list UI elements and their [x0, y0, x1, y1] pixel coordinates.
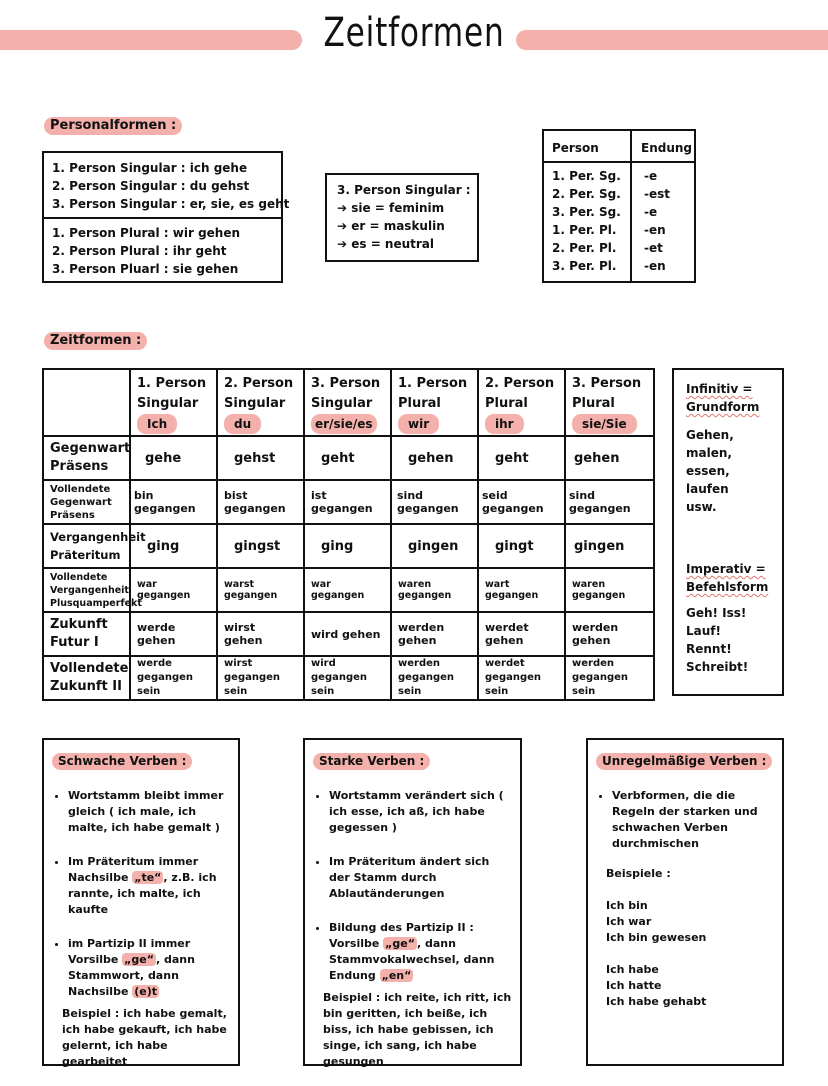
endungen-person: 2. Per. Sg.	[552, 187, 621, 201]
table-cell: geht	[478, 436, 565, 480]
table-cell: waren gegangen	[391, 568, 478, 612]
unregel-example: Ich habe gehabt	[606, 995, 707, 1008]
table-cell: werde gegangen sein	[130, 656, 217, 700]
row-header: Vollendete Zukunft II	[43, 656, 130, 700]
table-cell: werdet gegangen sein	[478, 656, 565, 700]
endungen-ending: -en	[644, 223, 666, 237]
genus-box	[325, 173, 479, 262]
unregel-example: Ich bin gewesen	[606, 931, 707, 944]
table-cell: gehst	[217, 436, 304, 480]
endungen-ending: -e	[644, 169, 658, 183]
pronoun-badge: sie/Sie	[572, 414, 637, 434]
table-cell: geht	[304, 436, 391, 480]
genus-line-2: ➔ er = maskulin	[337, 219, 445, 233]
row-header: Zukunft Futur I	[43, 612, 130, 656]
table-cell: gingen	[565, 524, 654, 568]
infinitiv-example: Gehen, malen,	[686, 428, 734, 460]
infinitiv-box	[672, 368, 784, 696]
endungen-ending: -e	[644, 205, 658, 219]
table-cell: gehen	[391, 436, 478, 480]
personalformen-heading-wrap	[44, 114, 182, 135]
row-header: Vollendete Vergangenheit Plusquamperfekt	[43, 568, 130, 612]
corner-cell	[43, 369, 130, 436]
endungen-header-person: Person	[552, 141, 599, 155]
pronoun-badge: ihr	[485, 414, 524, 434]
starke-verben-box	[303, 738, 522, 1066]
genus-line-1: ➔ sie = feminim	[337, 201, 445, 215]
unregel-example: Ich habe	[606, 963, 659, 976]
table-cell: ging	[130, 524, 217, 568]
row-header: Gegenwart Präsens	[43, 436, 130, 480]
tense-table	[42, 368, 655, 701]
table-cell: sind gegangen	[391, 480, 478, 524]
singular-line-1: 1. Person Singular : ich gehe	[52, 161, 248, 175]
table-row	[43, 480, 654, 524]
infinitiv-term-2: Grundform	[686, 400, 760, 414]
table-cell: war gegangen	[130, 568, 217, 612]
zeitformen-heading: Zeitformen :	[44, 332, 147, 350]
table-cell: war gegangen	[304, 568, 391, 612]
list-item: • Verbformen, die die Regeln der starken und schwachen Verben durchmischen	[612, 788, 774, 852]
schwache-verben-list	[52, 788, 230, 1000]
imperativ-example: Geh! Iss!	[686, 606, 747, 620]
table-cell: werdet gehen	[478, 612, 565, 656]
table-row	[43, 524, 654, 568]
beispiele-label: Beispiele :	[606, 867, 671, 880]
page-title: Zeitformen	[323, 10, 505, 56]
table-cell: waren gegangen	[565, 568, 654, 612]
endungen-ending: -est	[644, 187, 670, 201]
personalformen-divider	[44, 217, 281, 219]
endungen-row-divider	[544, 161, 694, 163]
imperativ-term: Imperativ =	[686, 562, 766, 576]
endungen-col-divider	[630, 131, 632, 281]
starke-verben-example: Beispiel : ich reite, ich ritt, ich bin geritten, ich beiße, ich biss, ich habe gebissen, ich singe, ich sang, ich habe gesungen	[323, 991, 512, 1068]
genus-heading: 3. Person Singular :	[337, 183, 471, 197]
table-cell: wird gehen	[304, 612, 391, 656]
endungen-person: 3. Per. Pl.	[552, 259, 617, 273]
table-cell: sind gegangen	[565, 480, 654, 524]
table-cell: gehe	[130, 436, 217, 480]
plural-line-1: 1. Person Plural : wir gehen	[52, 226, 241, 240]
row-header: Vollendete Gegenwart Präsens	[43, 480, 130, 524]
table-row	[43, 612, 654, 656]
table-cell: ging	[304, 524, 391, 568]
tense-header-row	[43, 369, 654, 436]
endungen-table	[542, 129, 696, 283]
list-item: • Im Präteritum immer Nachsilbe „te“ , z.B. ich rannte, ich malte, ich kaufte	[68, 854, 230, 918]
table-cell: wirst gehen	[217, 612, 304, 656]
unregelmaessige-verben-box	[586, 738, 784, 1066]
table-cell: wart gegangen	[478, 568, 565, 612]
singular-line-2: 2. Person Singular : du gehst	[52, 179, 250, 193]
list-item: • Bildung des Partizip II : Vorsilbe „ge“ , dann Stammvokalwechsel, dann Endung „en“	[329, 920, 512, 984]
singular-line-3: 3. Person Singular : er, sie, es geht	[52, 197, 290, 211]
table-cell: wirst gegangen sein	[217, 656, 304, 700]
list-item: • Wortstamm bleibt immer gleich ( ich male, ich malte, ich habe gemalt )	[68, 788, 230, 836]
pronoun-badge: Ich	[137, 414, 177, 434]
starke-verben-heading: Starke Verben :	[313, 753, 430, 770]
table-cell: bist gegangen	[217, 480, 304, 524]
schwache-verben-box	[42, 738, 240, 1066]
imperativ-term-2: Befehlsform	[686, 580, 769, 594]
imperativ-example: Schreibt!	[686, 660, 749, 674]
column-header: 1. Person Plural wir	[391, 369, 478, 436]
unregelmaessige-verben-heading: Unregelmäßige Verben :	[596, 753, 772, 770]
column-header: 1. Person Singular Ich	[130, 369, 217, 436]
list-item: • Im Präteritum ändert sich der Stamm durch Ablautänderungen	[329, 854, 512, 902]
plural-line-2: 2. Person Plural : ihr geht	[52, 244, 227, 258]
unregelmaessige-verben-list	[596, 788, 774, 852]
row-header: Vergangenheit Präteritum	[43, 524, 130, 568]
endungen-person: 3. Per. Sg.	[552, 205, 621, 219]
table-cell: seid gegangen	[478, 480, 565, 524]
personalformen-heading: Personalformen :	[44, 117, 182, 135]
table-cell: werden gegangen sein	[391, 656, 478, 700]
column-header: 2. Person Singular du	[217, 369, 304, 436]
table-row	[43, 568, 654, 612]
table-cell: wird gegangen sein	[304, 656, 391, 700]
unregel-example: Ich bin	[606, 899, 648, 912]
column-header: 3. Person Plural sie/Sie	[565, 369, 654, 436]
genus-line-3: ➔ es = neutral	[337, 237, 435, 251]
table-cell: werde gehen	[130, 612, 217, 656]
table-cell: gingst	[217, 524, 304, 568]
table-cell: werden gehen	[565, 612, 654, 656]
personalformen-box	[42, 151, 290, 283]
plural-line-3: 3. Person Pluarl : sie gehen	[52, 262, 239, 276]
table-row	[43, 436, 654, 480]
endungen-ending: -en	[644, 259, 666, 273]
pronoun-badge: er/sie/es	[311, 414, 377, 434]
column-header: 3. Person Singular er/sie/es	[304, 369, 391, 436]
column-header: 2. Person Plural ihr	[478, 369, 565, 436]
pronoun-badge: du	[224, 414, 261, 434]
infinitiv-example: usw.	[686, 500, 717, 514]
endungen-person: 2. Per. Pl.	[552, 241, 617, 255]
endungen-person: 1. Per. Sg.	[552, 169, 621, 183]
list-item: • im Partizip II immer Vorsilbe „ge“ , dann Stammwort, dann Nachsilbe (e)t	[68, 936, 230, 1000]
zeitformen-heading-wrap	[44, 329, 147, 350]
pronoun-badge: wir	[398, 414, 439, 434]
schwache-verben-example: Beispiel : ich habe gemalt, ich habe gekauft, ich habe gelernt, ich habe gearbeitet	[62, 1007, 227, 1068]
table-cell: gehen	[565, 436, 654, 480]
table-cell: bin gegangen	[130, 480, 217, 524]
table-cell: warst gegangen	[217, 568, 304, 612]
table-cell: werden gegangen sein	[565, 656, 654, 700]
unregel-example: Ich war	[606, 915, 652, 928]
infinitiv-example: essen, laufen	[686, 464, 730, 496]
endungen-person: 1. Per. Pl.	[552, 223, 617, 237]
table-cell: gingen	[391, 524, 478, 568]
imperativ-example: Lauf! Rennt!	[686, 624, 732, 656]
infinitiv-term: Infinitiv =	[686, 382, 753, 396]
table-cell: ist gegangen	[304, 480, 391, 524]
starke-verben-list	[313, 788, 512, 984]
endungen-header-endung: Endung	[641, 141, 693, 155]
table-cell: werden gehen	[391, 612, 478, 656]
unregel-example: Ich hatte	[606, 979, 662, 992]
table-row	[43, 656, 654, 700]
schwache-verben-heading: Schwache Verben :	[52, 753, 192, 770]
endungen-ending: -et	[644, 241, 663, 255]
list-item: • Wortstamm verändert sich ( ich esse, ich aß, ich habe gegessen )	[329, 788, 512, 836]
table-cell: gingt	[478, 524, 565, 568]
